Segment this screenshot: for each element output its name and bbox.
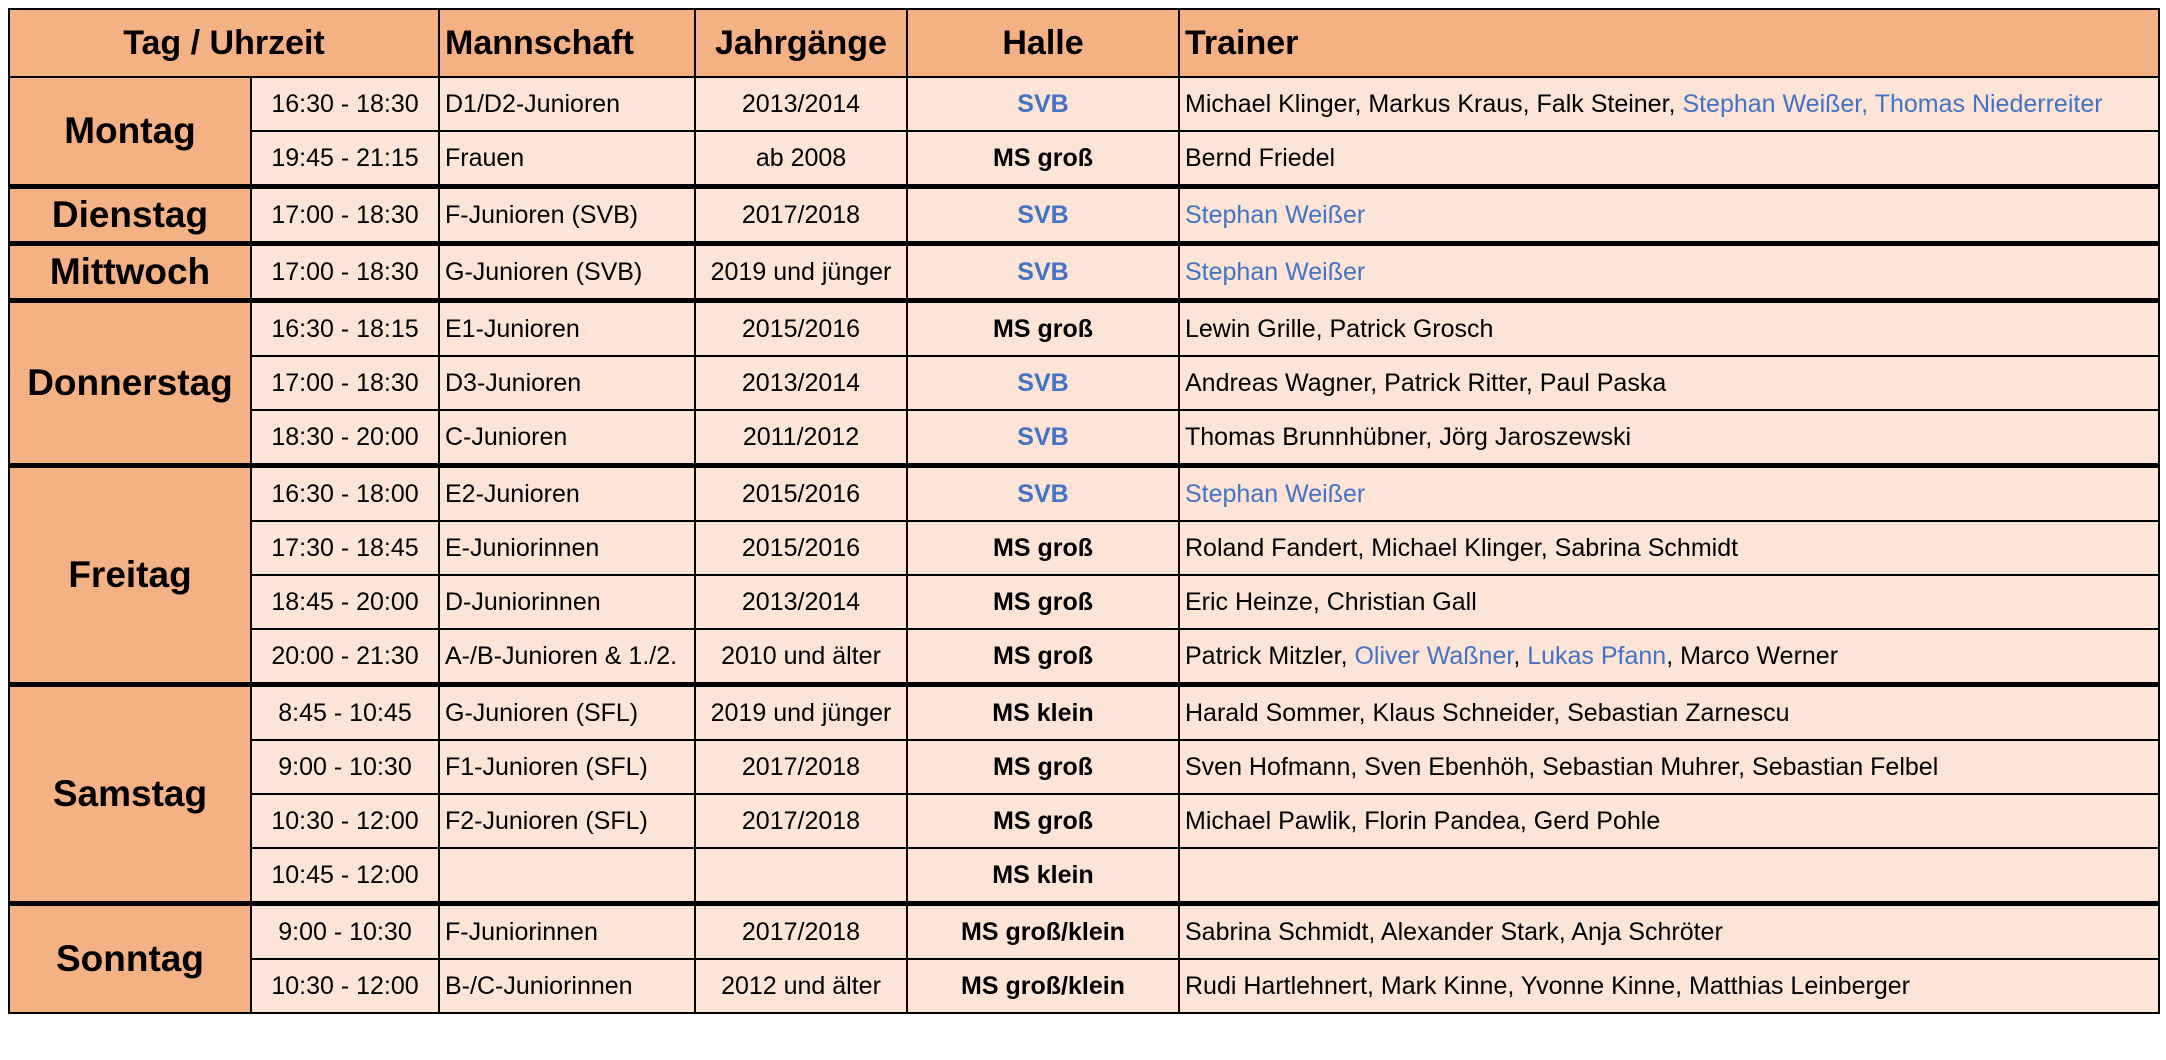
- team-cell: F2-Junioren (SFL): [439, 794, 695, 848]
- trainer-name-segment: Stephan Weißer, Thomas Niederreiter: [1682, 89, 2103, 118]
- time-cell: 17:00 - 18:30: [251, 187, 439, 244]
- time-cell: 17:30 - 18:45: [251, 521, 439, 575]
- day-cell: Freitag: [9, 466, 251, 685]
- trainer-name-segment: Bernd Friedel: [1185, 143, 1336, 172]
- trainer-name-segment: Rudi Hartlehnert, Mark Kinne, Yvonne Kinne, Matthias Leinberger: [1185, 971, 1910, 1000]
- schedule-sheet: [8, 8, 2158, 1048]
- trainer-cell: [1179, 740, 2159, 794]
- hall-cell: MS klein: [907, 685, 1179, 741]
- trainer-cell: [1179, 410, 2159, 466]
- day-cell: Montag: [9, 77, 251, 187]
- trainer-cell: [1179, 848, 2159, 904]
- day-cell: Dienstag: [9, 187, 251, 244]
- day-cell: Samstag: [9, 685, 251, 904]
- team-cell: F1-Junioren (SFL): [439, 740, 695, 794]
- header-hall: Halle: [907, 9, 1179, 77]
- header-team: Mannschaft: [439, 9, 695, 77]
- schedule-row: [9, 244, 2159, 301]
- day-cell: Sonntag: [9, 904, 251, 1014]
- schedule-row: [9, 740, 2159, 794]
- team-cell: E2-Junioren: [439, 466, 695, 522]
- time-cell: 18:45 - 20:00: [251, 575, 439, 629]
- header-trainer: Trainer: [1179, 9, 2159, 77]
- schedule-row: [9, 959, 2159, 1013]
- hall-cell: MS groß: [907, 131, 1179, 187]
- years-cell: 2017/2018: [695, 187, 907, 244]
- trainer-name-segment: , Marco Werner: [1666, 641, 1839, 670]
- hall-cell: MS groß/klein: [907, 959, 1179, 1013]
- schedule-row: [9, 575, 2159, 629]
- time-cell: 9:00 - 10:30: [251, 740, 439, 794]
- team-cell: E1-Junioren: [439, 301, 695, 357]
- hall-cell: MS groß: [907, 794, 1179, 848]
- hall-cell: SVB: [907, 77, 1179, 131]
- schedule-row: [9, 629, 2159, 685]
- schedule-row: [9, 685, 2159, 741]
- team-cell: C-Junioren: [439, 410, 695, 466]
- team-cell: G-Junioren (SVB): [439, 244, 695, 301]
- schedule-row: [9, 131, 2159, 187]
- trainer-name-segment: Sabrina Schmidt, Alexander Stark, Anja Schröter: [1185, 917, 1723, 946]
- hall-cell: MS groß: [907, 521, 1179, 575]
- trainer-name-segment: Stephan Weißer: [1185, 200, 1366, 229]
- years-cell: 2010 und älter: [695, 629, 907, 685]
- trainer-name-segment: Lukas Pfann: [1527, 641, 1667, 670]
- years-cell: 2017/2018: [695, 740, 907, 794]
- team-cell: D-Juniorinnen: [439, 575, 695, 629]
- trainer-cell: [1179, 131, 2159, 187]
- years-cell: 2013/2014: [695, 575, 907, 629]
- training-schedule-table: [8, 8, 2160, 1014]
- team-cell: B-/C-Juniorinnen: [439, 959, 695, 1013]
- day-cell: Donnerstag: [9, 301, 251, 466]
- years-cell: 2015/2016: [695, 521, 907, 575]
- trainer-cell: [1179, 904, 2159, 960]
- hall-cell: SVB: [907, 187, 1179, 244]
- hall-cell: MS groß: [907, 740, 1179, 794]
- trainer-cell: [1179, 794, 2159, 848]
- trainer-name-segment: Lewin Grille, Patrick Grosch: [1185, 314, 1494, 343]
- years-cell: 2015/2016: [695, 466, 907, 522]
- trainer-name-segment: Patrick Mitzler,: [1185, 641, 1355, 670]
- day-cell: Mittwoch: [9, 244, 251, 301]
- time-cell: 10:30 - 12:00: [251, 794, 439, 848]
- time-cell: 10:45 - 12:00: [251, 848, 439, 904]
- schedule-row: [9, 301, 2159, 357]
- schedule-body: [9, 77, 2159, 1013]
- trainer-name-segment: ,: [1513, 641, 1528, 670]
- team-cell: G-Junioren (SFL): [439, 685, 695, 741]
- trainer-cell: [1179, 575, 2159, 629]
- time-cell: 16:30 - 18:15: [251, 301, 439, 357]
- trainer-name-segment: Eric Heinze, Christian Gall: [1185, 587, 1477, 616]
- time-cell: 20:00 - 21:30: [251, 629, 439, 685]
- years-cell: 2017/2018: [695, 904, 907, 960]
- trainer-cell: [1179, 356, 2159, 410]
- schedule-row: [9, 410, 2159, 466]
- years-cell: 2019 und jünger: [695, 244, 907, 301]
- trainer-name-segment: Sven Hofmann, Sven Ebenhöh, Sebastian Muhrer, Sebastian Felbel: [1185, 752, 1939, 781]
- trainer-cell: [1179, 629, 2159, 685]
- years-cell: 2015/2016: [695, 301, 907, 357]
- hall-cell: MS groß: [907, 301, 1179, 357]
- schedule-row: [9, 466, 2159, 522]
- time-cell: 10:30 - 12:00: [251, 959, 439, 1013]
- trainer-cell: [1179, 685, 2159, 741]
- trainer-cell: [1179, 77, 2159, 131]
- hall-cell: MS groß: [907, 575, 1179, 629]
- hall-cell: SVB: [907, 244, 1179, 301]
- team-cell: F-Junioren (SVB): [439, 187, 695, 244]
- years-cell: 2013/2014: [695, 356, 907, 410]
- schedule-row: [9, 77, 2159, 131]
- team-cell: E-Juniorinnen: [439, 521, 695, 575]
- years-cell: 2013/2014: [695, 77, 907, 131]
- hall-cell: SVB: [907, 466, 1179, 522]
- trainer-cell: [1179, 301, 2159, 357]
- trainer-name-segment: Roland Fandert, Michael Klinger, Sabrina Schmidt: [1185, 533, 1739, 562]
- schedule-row: [9, 356, 2159, 410]
- team-cell: [439, 848, 695, 904]
- trainer-cell: [1179, 187, 2159, 244]
- years-cell: 2019 und jünger: [695, 685, 907, 741]
- time-cell: 16:30 - 18:30: [251, 77, 439, 131]
- schedule-row: [9, 521, 2159, 575]
- header-row: [9, 9, 2159, 77]
- header-day-time: Tag / Uhrzeit: [9, 9, 439, 77]
- schedule-row: [9, 187, 2159, 244]
- hall-cell: MS groß: [907, 629, 1179, 685]
- time-cell: 18:30 - 20:00: [251, 410, 439, 466]
- years-cell: 2012 und älter: [695, 959, 907, 1013]
- trainer-name-segment: Michael Pawlik, Florin Pandea, Gerd Pohle: [1185, 806, 1661, 835]
- team-cell: D1/D2-Junioren: [439, 77, 695, 131]
- time-cell: 8:45 - 10:45: [251, 685, 439, 741]
- time-cell: 17:00 - 18:30: [251, 244, 439, 301]
- trainer-name-segment: Andreas Wagner, Patrick Ritter, Paul Paska: [1185, 368, 1667, 397]
- years-cell: 2011/2012: [695, 410, 907, 466]
- trainer-cell: [1179, 521, 2159, 575]
- time-cell: 9:00 - 10:30: [251, 904, 439, 960]
- hall-cell: SVB: [907, 410, 1179, 466]
- trainer-name-segment: Stephan Weißer: [1185, 257, 1366, 286]
- team-cell: A-/B-Junioren & 1./2.: [439, 629, 695, 685]
- trainer-name-segment: Harald Sommer, Klaus Schneider, Sebastian Zarnescu: [1185, 698, 1790, 727]
- trainer-name-segment: Stephan Weißer: [1185, 479, 1366, 508]
- team-cell: D3-Junioren: [439, 356, 695, 410]
- schedule-row: [9, 904, 2159, 960]
- schedule-row: [9, 848, 2159, 904]
- team-cell: Frauen: [439, 131, 695, 187]
- trainer-name-segment: Thomas Brunnhübner, Jörg Jaroszewski: [1185, 422, 1632, 451]
- years-cell: ab 2008: [695, 131, 907, 187]
- trainer-cell: [1179, 959, 2159, 1013]
- trainer-name-segment: Oliver Waßner: [1354, 641, 1514, 670]
- team-cell: F-Juniorinnen: [439, 904, 695, 960]
- years-cell: 2017/2018: [695, 794, 907, 848]
- time-cell: 16:30 - 18:00: [251, 466, 439, 522]
- header-years: Jahrgänge: [695, 9, 907, 77]
- trainer-cell: [1179, 244, 2159, 301]
- hall-cell: SVB: [907, 356, 1179, 410]
- hall-cell: MS klein: [907, 848, 1179, 904]
- time-cell: 19:45 - 21:15: [251, 131, 439, 187]
- trainer-cell: [1179, 466, 2159, 522]
- schedule-row: [9, 794, 2159, 848]
- years-cell: [695, 848, 907, 904]
- time-cell: 17:00 - 18:30: [251, 356, 439, 410]
- hall-cell: MS groß/klein: [907, 904, 1179, 960]
- trainer-name-segment: Michael Klinger, Markus Kraus, Falk Steiner,: [1185, 89, 1683, 118]
